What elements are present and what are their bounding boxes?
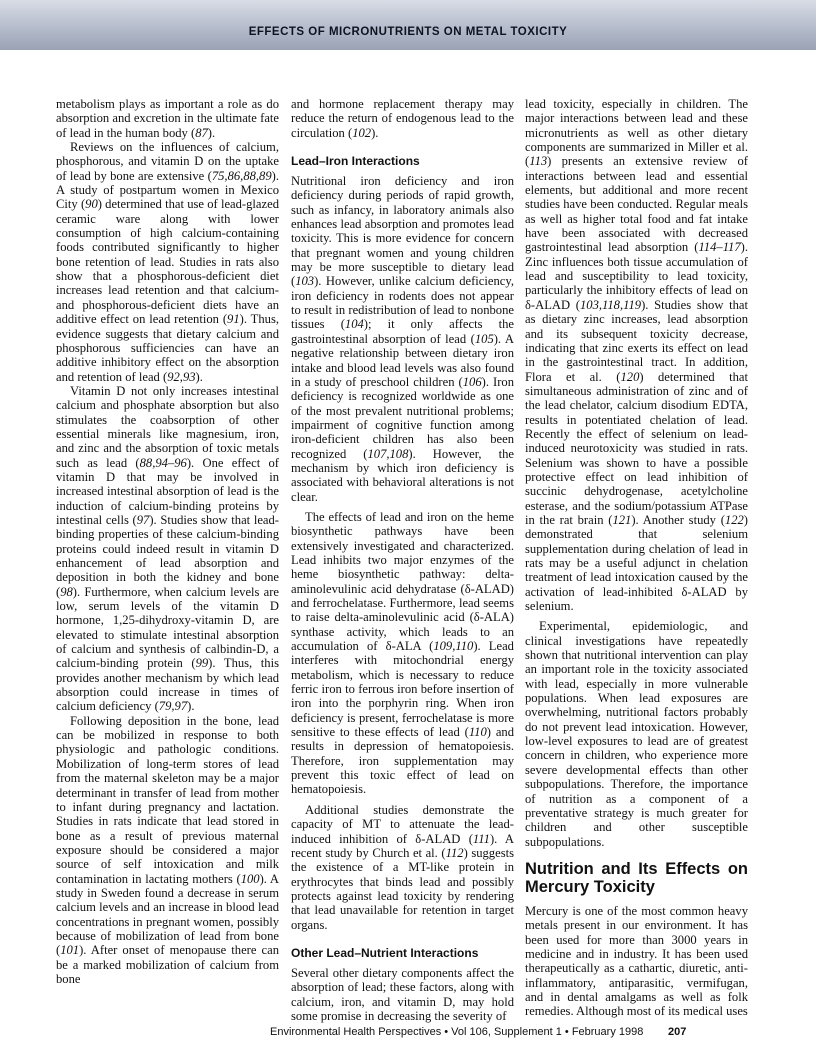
paragraph: lead toxicity, especially in children. The major interactions between lead and these micronutrients as well as other dietary components are summarized in Miller et al. (113) presents an extensive review of interactions between lead and essential elements, but additional and more recent studies have been conducted. Regular meals as well as higher total food and fat intake have been associated with decreased gastrointestinal lead absorption (114–117). Zinc influences both tissue accumulation of lead and susceptibility to lead toxicity, particularly the inhibitory effects of lead on δ-ALAD (103,118,119). Studies show that as dietary zinc increases, lead absorption and its subsequent toxicity decrease, indicating that zinc exerts its effect on lead in the gastrointestinal tract. In addition, Flora et al. (120) determined that simultaneous administration of zinc and of the lead chelator, calcium disodium EDTA, results in potentiated chelation of lead. Recently the effect of selenium on lead-induced neurotoxicity was studied in rats. Selenium was shown to have a possible protective effect on lead inhibition of succinic dehydrogenase, acetylcholine esterase, and the sodium/potassium ATPase in the rat brain (121). Another study (122) demonstrated that selenium supplementation during chelation of lead in rats may be a useful adjunct in chelation treatment of lead intoxication caused by the activation of lead-inhibited δ-ALAD by selenium. [525, 97, 748, 614]
footer-journal: Environmental Health Perspectives • Vol 106, Supplement 1 • February 1998 [270, 1026, 644, 1038]
paragraph: The effects of lead and iron on the heme biosynthetic pathways have been extensively investigated and characterized. Lead inhibits two major enzymes of the heme biosynthetic pathway: delta-aminolevulinic acid dehydratase (δ-ALAD) and ferrochelatase. Furthermore, lead seems to raise delta-aminolevulinic acid (δ-ALA) synthase activity, which leads to an accumulation of δ-ALA (109,110). Lead interferes with mitochondrial energy metabolism, which is necessary to reduce ferric iron to ferrous iron before insertion of iron into the porphyrin ring. When iron deficiency is present, ferrochelatase is more sensitive to these effects of lead (110) and results in depression of hematopoiesis. Therefore, iron supplementation may prevent this toxic effect of lead on hematopoiesis. [291, 509, 515, 797]
section-heading: Other Lead–Nutrient Interactions [291, 945, 479, 960]
paragraph: Nutritional iron deficiency and iron deficiency during periods of rapid growth, such as infancy, in laboratory animals also enhances lead absorption and promotes lead toxicity. This is more evidence for concern that pregnant women and young children may be more susceptible to dietary lead (103). However, unlike calcium deficiency, iron deficiency in rodents does not appear to result in redistribution of lead to nonbone tissues (104); it only affects the gastrointestinal absorption of lead (105). A negative relationship between dietary iron intake and blood lead levels was also found in a study of preschool children (106). Iron deficiency is recognized worldwide as one of the most prevalent nutritional problems; impairment of cognitive function among iron-deficient children has also been recognized (107,108). However, the mechanism by which iron deficiency is associated with behavioral alterations is not clear. [291, 174, 514, 504]
paragraph: Vitamin D not only increases intestinal calcium and phosphate absorption but also stimulates the coabsorption of other essential minerals like magnesium, iron, and zinc and the absorption of toxic metals such as lead (88,94–96). One effect of vitamin D that may be involved in increased intestinal absorption of lead is the induction of calcium-binding proteins by intestinal cells (97). Studies show that lead-binding properties of these calcium-binding proteins could indeed result in vitamin D enhancement of lead absorption and deposition in both the kidney and bone (98). Furthermore, when calcium levels are low, serum levels of the vitamin D hormone, 1,25-dihydroxy-vitamin D, are elevated to stimulate intestinal absorption of calcium and synthesis of calbindin-D, a calcium-binding protein (99). Thus, this provides another mechanism by which lead absorption could increase in times of calcium deficiency (79,97). [56, 383, 279, 714]
page-number: 207 [668, 1026, 687, 1038]
paragraph: and hormone replacement therapy may reduce the return of endogenous lead to the circulation (102). [291, 97, 514, 140]
text-column-3 [525, 97, 748, 1019]
paragraph: Additional studies demonstrate the capacity of MT to attenuate the lead-induced inhibition of δ-ALAD (111). A recent study by Church et al. (112) suggests the existence of a MT-like protein in erythrocytes that binds lead and possibly protects against lead toxicity by rendering that lead unavailable for retention in target organs. [291, 802, 514, 932]
running-header: EFFECTS OF MICRONUTRIENTS ON METAL TOXICITY [248, 26, 568, 38]
text-column-2 [291, 97, 514, 1023]
paragraph: Following deposition in the bone, lead can be mobilized in response to both physiologic and pathologic conditions. Mobilization of long-term stores of lead from the maternal skeleton may be a major determinant in transfer of lead from mother to infant during pregnancy and lactation. Studies in rats indicate that lead stored in bone as a result of previous maternal exposure should be considered a major source of self intoxication and milk contamination in lactating mothers (100). A study in Sweden found a decrease in serum calcium levels and an increase in blood lead concentrations in pregnant women, possibly because of mobilization of lead from bone (101). After onset of menopause there can be a marked mobilization of calcium from bone [56, 713, 279, 986]
header-bar [0, 0, 816, 50]
section-heading: Lead–Iron Interactions [291, 154, 420, 169]
section-heading: Nutrition and Its Effects on Mercury Toxicity [525, 859, 748, 896]
paragraph: Several other dietary components affect the absorption of lead; these factors, along with calcium, iron, and vitamin D, may hold some promise in decreasing the severity of [291, 965, 514, 1023]
text-column-1 [56, 97, 279, 986]
paragraph: Mercury is one of the most common heavy metals present in our environment. It has been used for more than 3000 years in medicine and in industry. It has been used therapeutically as a cathartic, diuretic, anti-inflammatory, antiparasitic, vermifugan, and in dental amalgams as well as folk remedies. Although most of its medical uses [525, 903, 748, 1019]
paragraph: metabolism plays as important a role as do absorption and excretion in the ultimate fate of lead in the human body (87). [56, 97, 279, 140]
paragraph: Reviews on the influences of calcium, phosphorous, and vitamin D on the uptake of lead by bone are extensive (75,86,88,89). A study of postpartum women in Mexico City (90) determined that use of lead-glazed ceramic ware along with lower consumption of high calcium-containing foods contributed significantly to higher bone retention of lead. Studies in rats also show that a phosphorous-deficient diet increases lead retention and that calcium- and phosphorous-deficient diets have an additive effect on lead retention (91). Thus, evidence suggests that dietary calcium and phosphorous sufficiencies can have an additive inhibitory effect on the absorption and retention of lead (92,93). [56, 140, 279, 384]
paragraph: Experimental, epidemiologic, and clinical investigations have repeatedly shown that nutritional intervention can play an important role in the toxicity associated with lead, especially in more vulnerable populations. When lead exposures are overwhelming, nutritional factors probably do not prevent lead intoxication. However, low-level exposures to lead are of greatest concern in children, who experience more severe developmental effects than other subpopulations. Therefore, the importance of nutrition as a component of a preventative strategy is much greater for children and other susceptible subpopulations. [525, 619, 748, 849]
